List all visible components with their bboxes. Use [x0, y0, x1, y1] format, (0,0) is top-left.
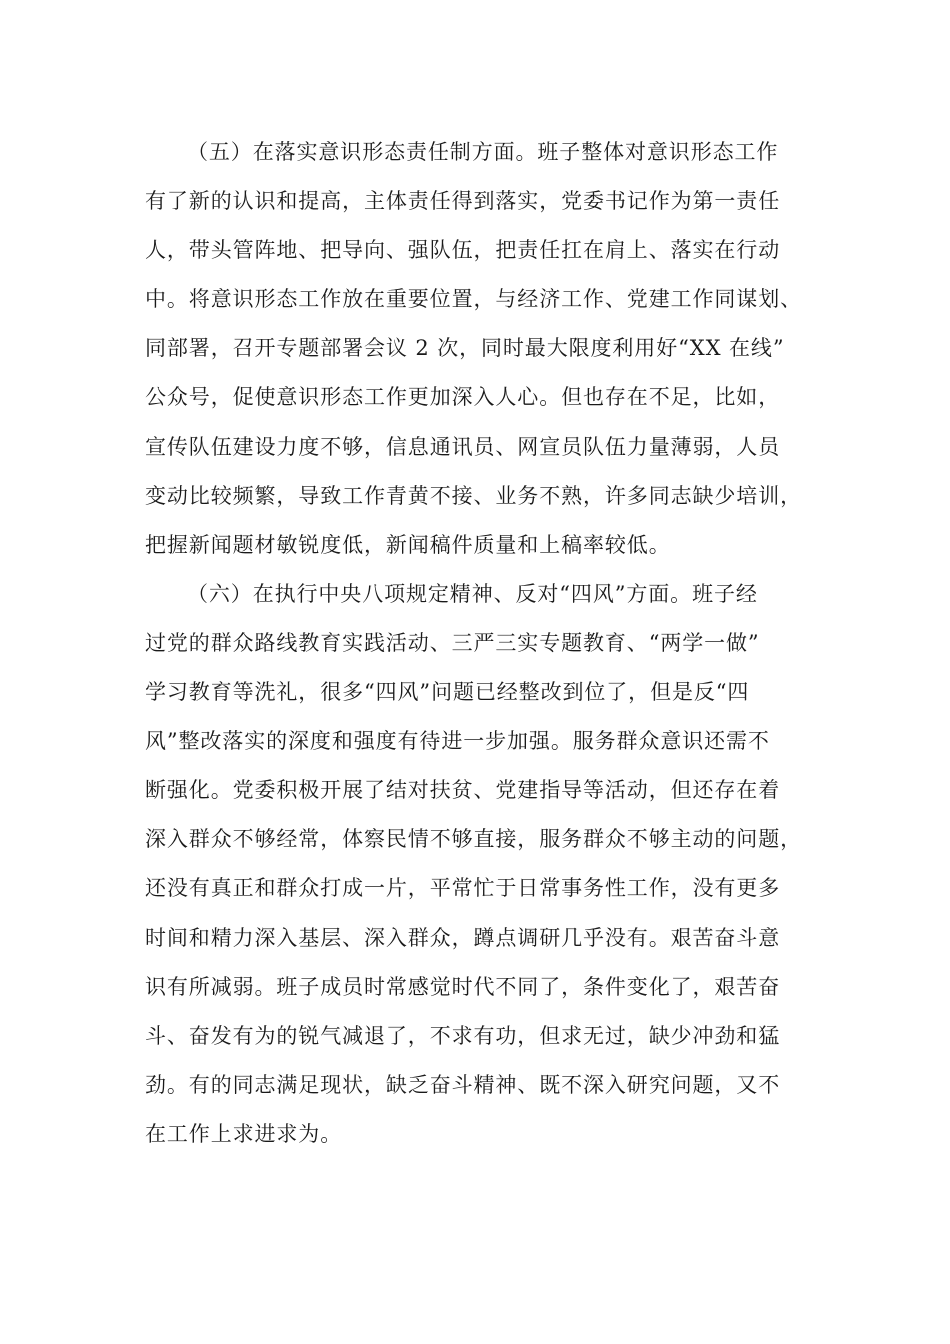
paragraph-line: 在工作上求进求为。 [145, 1121, 343, 1146]
paragraph-section-6 [145, 570, 815, 1159]
paragraph-line: 有了新的认识和提高，主体责任得到落实，党委书记作为第一责任 [145, 189, 781, 214]
paragraph-line: 宣传队伍建设力度不够，信息通讯员、网宣员队伍力量薄弱，人员 [145, 434, 781, 459]
paragraph-line: 劲。有的同志满足现状，缺乏奋斗精神、既不深入研究问题，又不 [145, 1072, 781, 1097]
paragraph-line: 公众号，促使意识形态工作更加深入人心。但也存在不足，比如， [145, 385, 781, 410]
paragraph-line: 同部署，召开专题部署会议 2 次，同时最大限度利用好“XX 在线” [145, 336, 785, 361]
paragraph-line: （五）在落实意识形态责任制方面。班子整体对意识形态工作 [187, 140, 779, 164]
paragraph-line: 识有所减弱。班子成员时常感觉时代不同了，条件变化了，艰苦奋 [145, 974, 781, 999]
paragraph-line: 风”整改落实的深度和强度有待进一步加强。服务群众意识还需不 [145, 729, 770, 754]
paragraph-line: 学习教育等洗礼，很多“四风”问题已经整改到位了，但是反“四 [145, 680, 750, 705]
paragraph-line: （六）在执行中央八项规定精神、反对“四风”方面。班子经 [187, 581, 758, 606]
paragraph-line: 把握新闻题材敏锐度低，新闻稿件质量和上稿率较低。 [145, 532, 671, 557]
document-body [145, 128, 815, 1159]
paragraph-section-5 [145, 128, 815, 570]
paragraph-line: 时间和精力深入基层、深入群众，蹲点调研几乎没有。艰苦奋斗意 [145, 925, 781, 950]
paragraph-line: 还没有真正和群众打成一片，平常忙于日常事务性工作，没有更多 [145, 876, 781, 901]
paragraph-line: 中。将意识形态工作放在重要位置，与经济工作、党建工作同谋划、 [145, 287, 802, 312]
paragraph-line: 过党的群众路线教育实践活动、三严三实专题教育、“两学一做” [145, 630, 760, 655]
paragraph-line: 深入群众不够经常，体察民情不够直接，服务群众不够主动的问题， [145, 827, 802, 852]
paragraph-line: 变动比较频繁，导致工作青黄不接、业务不熟，许多同志缺少培训， [145, 483, 802, 508]
paragraph-line: 断强化。党委积极开展了结对扶贫、党建指导等活动，但还存在着 [145, 778, 781, 803]
paragraph-line: 人，带头管阵地、把导向、强队伍，把责任扛在肩上、落实在行动 [145, 238, 781, 263]
paragraph-line: 斗、奋发有为的锐气减退了，不求有功，但求无过，缺少冲劲和猛 [145, 1023, 781, 1048]
